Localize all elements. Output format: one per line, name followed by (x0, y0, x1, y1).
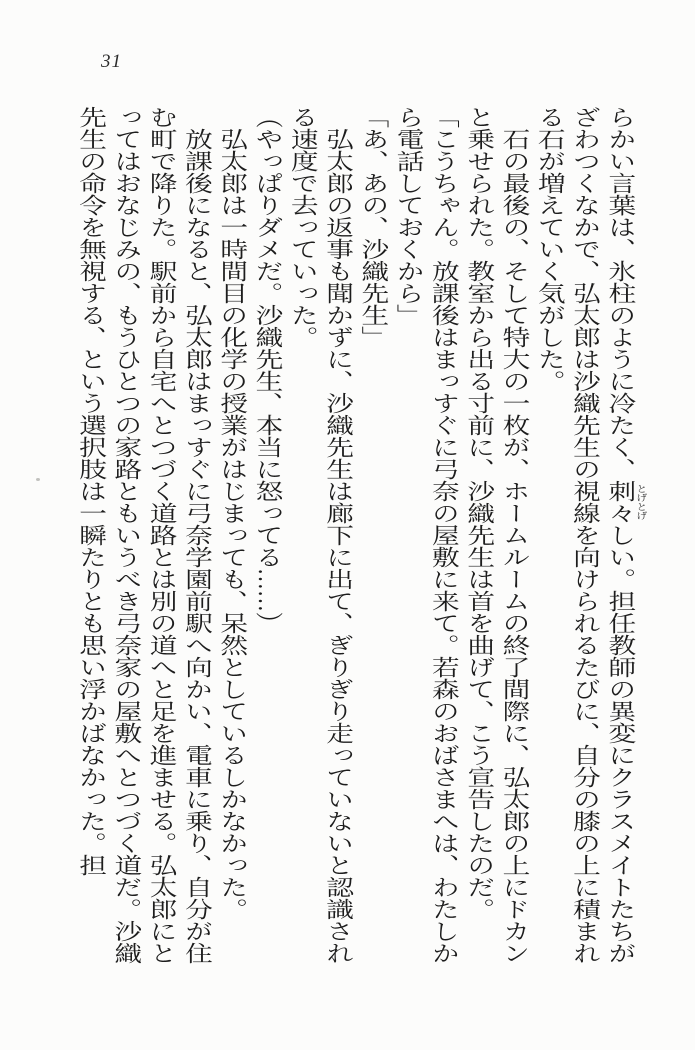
paragraph: 弘太郎の返事も聞かずに、沙織先生は廊下に出て、ぎりぎり走っていないと認識される速度で去っていった。 (287, 106, 355, 964)
paragraph: 「こうちゃん。放課後はまっすぐに弓奈の屋敷に来て。若森のおばさまへは、わたしから電話しておくから」 (393, 106, 460, 964)
paragraph: （やっぱりダメだ。沙織先生、本当に怒ってる……） (251, 106, 284, 634)
scan-speck-artifact (36, 478, 40, 481)
text-body (73, 106, 647, 968)
paragraph: 石の最後の、そして特大の一枚が、ホームルームの終了間際に、弘太郎の上にドカンと乗せられた。教室から出る寸前に、沙織先生は首を曲げて、こう宣告したのだ。 (463, 106, 531, 964)
paragraph: らかい言葉は、氷柱のように冷たく、刺々とげとげしい。担任教師の異変にクラスメイトたちがざわつくなかで、弘太郎は沙織先生の視線を向けられるたびに、自分の膝の上に積まれる石が増えていく気がした。 (534, 106, 647, 964)
page-number: 31 (101, 51, 122, 72)
paragraph: 「あ、あの、沙織先生」 (357, 106, 390, 348)
paragraph: 放課後になると、弘太郎はまっすぐに弓奈学園前駅へ向かい、電車に乗り、自分が住む町で降りた。駅前から自宅へとつづく道路とは別の道へと足を進ませる。弘太郎にとってはおなじみの、もうひとつの家路ともいうべき弓奈家の屋敷へとつづく道だ。沙織先生の命令を無視する、という選択肢は一瞬たりとも思い浮かばなかった。担 (75, 106, 213, 964)
paragraph: 弘太郎は一時間目の化学の授業がはじまっても、呆然としているしかなかった。 (216, 128, 249, 920)
ruby-annotated-word: 刺々とげとげ (604, 480, 647, 524)
